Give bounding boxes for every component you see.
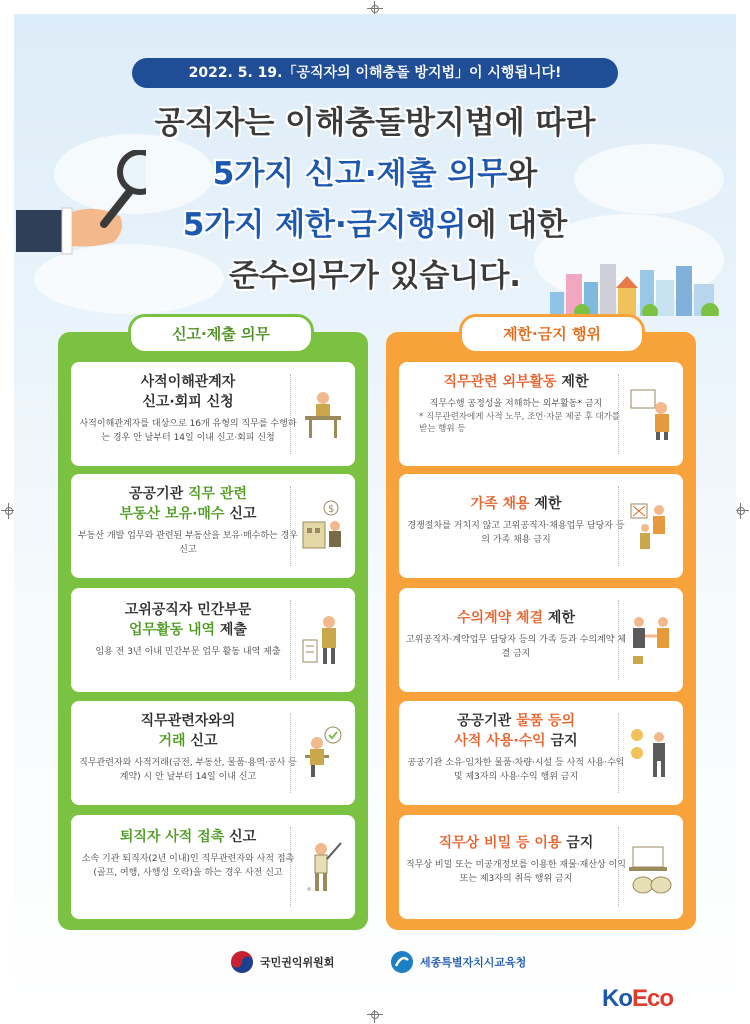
person-at-desk-icon [301,386,345,442]
card-private-contract-limit: 수의계약 체결 제한 고위공직자·계약업무 담당자 등의 가족 등과 수의계약 체결 금지 [399,588,683,692]
acrc-logo: 국민권익위원회 [230,950,334,974]
prohibited-acts-title: 제한·금지 행위 [459,314,645,354]
headline-line-2-highlight: 5가지 신고·제출 의무 [212,156,508,192]
headline-line-4: 준수의무가 있습니다. [228,258,522,294]
transaction-person-icon [301,725,345,781]
card-real-estate-report: 공공기관 직무 관련 부동산 보유·매수 신고 부동산 개발 업무와 관련된 부동산을 보유·매수하는 경우 신고 $ [71,474,355,578]
page-headline: 공직자는 이해충돌방지법에 따라 5가지 신고·제출 의무와 5가지 제한·금지행위에 대한 준수의무가 있습니다. [0,98,750,302]
card-transaction-report: 직무관련자와의 거래 신고 직무관련자와 사적거래(금전, 부동산, 물품·용역·공사 등 계약) 시 안 날부터 14일 이내 신고 [71,701,355,805]
handshake-icon [629,612,673,668]
card-public-goods-use-ban: 공공기관 물품 등의 사적 사용·수익 금지 공공기관 소유·임차한 물품·차량·시설 등 사적 사용·수익 및 제3자의 사용·수익 행위 금지 [399,701,683,805]
enforcement-date-banner: 2022. 5. 19.「공직자의 이해충돌 방지법」이 시행됩니다! [132,58,618,88]
person-with-document-icon [301,612,345,668]
headline-line-3-highlight: 5가지 제한·금지행위 [182,207,467,243]
reporting-duties-title: 신고·제출 의무 [128,314,314,354]
svg-text:$: $ [328,504,335,515]
laptop-money-icon [629,839,673,895]
family-hiring-icon [629,498,673,554]
sejong-emblem-icon [390,950,414,974]
card-family-hiring-limit: 가족 채용 제한 경쟁절차를 거치지 않고 고위공직자·채용업무 담당자 등의 가족 채용 금지 [399,474,683,578]
card-retiree-contact-report: 퇴직자 사적 접촉 신고 소속 기관 퇴직자(2년 이내)인 직무관련자와 사적 접촉(골프, 여행, 사행성 오락)을 하는 경우 사전 신고 [71,815,355,919]
building-money-icon [301,498,345,554]
person-carrying-goods-icon [629,725,673,781]
card-secret-info-use-ban: 직무상 비밀 등 이용 금지 직무상 비밀 또는 미공개정보를 이용한 재물·재산상 이익 또는 제3자의 취득 행위 금지 [399,815,683,919]
card-private-sector-activity: 고위공직자 민간부문 업무활동 내역 제출 임용 전 3년 이내 민간부문 업무 활동 내역 제출 [71,588,355,692]
card-external-activity-limit: 직무관련 외부활동 제한 직무수행 공정성을 저해하는 외부활동* 금지 * 직무관련자에게 사적 노무, 조언·자문 제공 후 대가를 받는 행위 등 [399,362,683,466]
headline-line-1: 공직자는 이해충돌방지법에 따라 [154,105,596,141]
sejong-education-office-logo: 세종특별자치시교육청 [390,950,526,974]
presenter-icon [629,386,673,442]
koeco-logo: KoEco [602,985,674,1012]
taegeuk-emblem-icon [230,950,254,974]
golfer-icon [301,839,345,895]
card-private-interest-report: 사적이해관계자 신고·회피 신청 사적이해관계자를 대상으로 16개 유형의 직무를 수행하는 경우 안 날부터 14일 이내 신고·회피 신청 [71,362,355,466]
